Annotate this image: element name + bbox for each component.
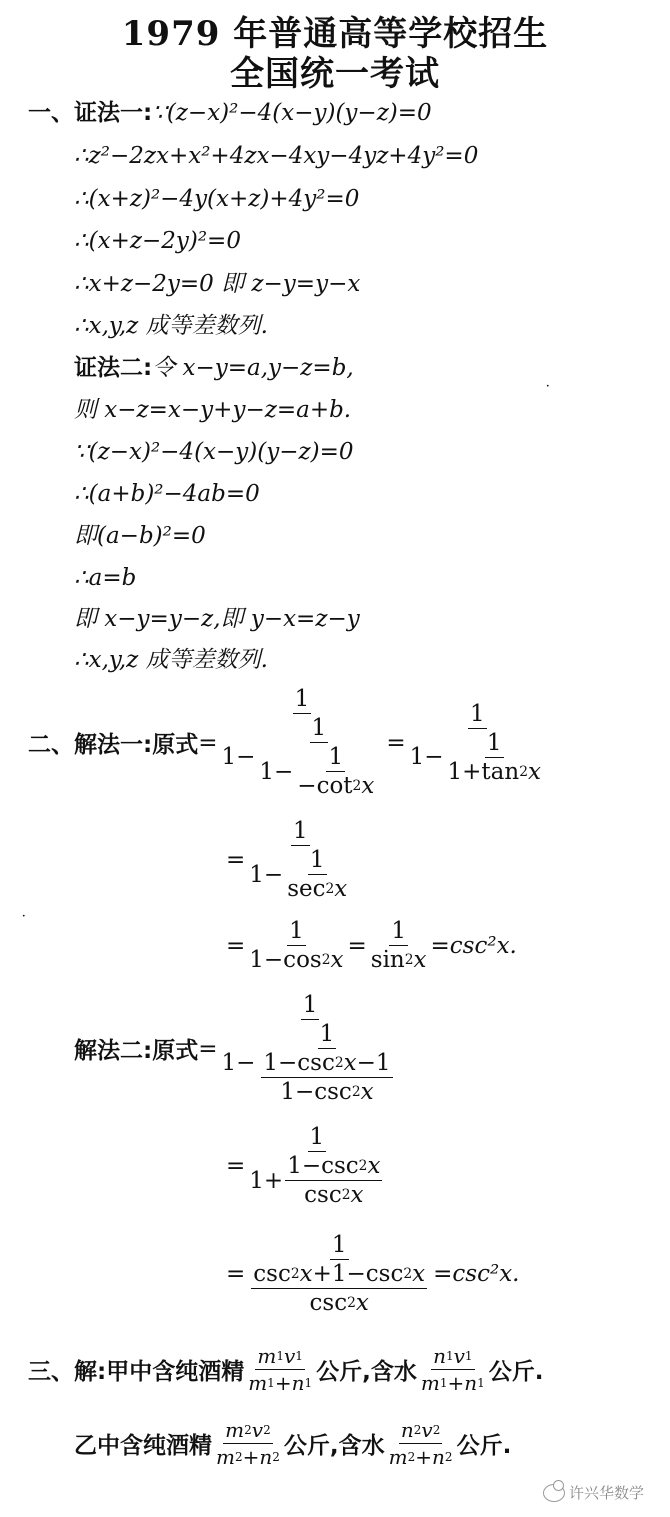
- part3-row2-a: 乙中含纯酒精: [74, 1433, 212, 1459]
- fraction: 1 1−cos 2 x: [249, 918, 344, 973]
- part1-method2-label: 证法二:: [74, 355, 153, 381]
- part3-row2-c: 公斤.: [456, 1433, 512, 1459]
- fraction: 1 1− 1 1+tan 2 x: [409, 700, 541, 785]
- part3-row-2: [74, 1418, 511, 1469]
- watermark-text: 许兴华数学: [568, 1484, 644, 1502]
- part3-row-1: [28, 1344, 544, 1395]
- scan-dot: •: [22, 913, 26, 920]
- part2-eq-6: = 1 csc 2 x +1−csc 2 x csc 2 x = csc²x.: [226, 1232, 520, 1316]
- part1-line-0: [28, 98, 432, 128]
- part1-label: 一、证法一:: [28, 100, 153, 126]
- fraction: 1 1− 1 sec 2 x: [249, 818, 348, 902]
- fraction: n 1 v 1 m 1 + n 1: [420, 1344, 485, 1395]
- part2-eq-4: 解法二: 原式 = 1 1− 1 1−csc 2 x −1 1−csc 2 x: [74, 992, 403, 1105]
- part3-row1-b: 公斤,含水: [316, 1359, 417, 1385]
- part1-line-5: ∴x,y,z 成等差数列.: [74, 313, 268, 339]
- part3-row1-c: 公斤.: [488, 1359, 544, 1385]
- part2-yuanshi-1: 原式: [152, 732, 199, 758]
- part1-line-4: ∴x+z−2y=0 即 z−y=y−x: [74, 271, 361, 297]
- part2-method2-label: 解法二:: [74, 1038, 153, 1064]
- part1-line-2: ∴(x+z)²−4y(x+z)+4y²=0: [74, 186, 360, 212]
- part2-result-2: csc²x.: [452, 1261, 520, 1287]
- part2-eq-2: = 1 1− 1 sec 2 x: [226, 818, 355, 902]
- part1-eq-0: ∵(z−x)²−4(x−y)(y−z)=0: [152, 100, 432, 126]
- part3-row1-a: 甲中含纯酒精: [106, 1359, 245, 1385]
- part1-line-8: ∵(z−x)²−4(x−y)(y−z)=0: [74, 439, 354, 465]
- part1-eq-6: 令 x−y=a,y−z=b,: [152, 355, 354, 381]
- part2-label: 二、解法一:: [28, 732, 153, 758]
- title-line-2: 全国统一考试: [230, 54, 440, 94]
- part3-label: 三、解:: [28, 1359, 107, 1385]
- part2-result-1: csc²x.: [449, 932, 517, 959]
- fraction: 1 1− 1 1− 1 −cot 2 x: [221, 686, 375, 799]
- part2-eq-3: = 1 1−cos 2 x = 1 sin 2 x = csc²x.: [226, 918, 517, 973]
- part1-line-3: ∴(x+z−2y)²=0: [74, 228, 241, 254]
- part1-line-7: 则 x−z=x−y+y−z=a+b.: [74, 397, 352, 423]
- part2-yuanshi-2: 原式: [152, 1038, 199, 1064]
- part1-line-10: 即(a−b)²=0: [74, 523, 206, 549]
- fraction: m 2 v 2 m 2 + n 2: [216, 1418, 280, 1469]
- part2-eq-1: 二、解法一: 原式 = 1 1− 1 1− 1 −cot 2 x = 1 1− 1 1+tan 2 x: [28, 686, 549, 799]
- part1-line-11: ∴a=b: [74, 565, 137, 591]
- part1-line-1: ∴z²−2zx+x²+4zx−4xy−4yz+4y²=0: [74, 143, 479, 169]
- title-line-1: 1979 年普通高等学校招生: [121, 14, 549, 54]
- part3-row2-b: 公斤,含水: [283, 1433, 385, 1459]
- fraction: 1 sin 2 x: [370, 918, 427, 973]
- part1-line-6: [74, 353, 354, 383]
- wechat-icon: [543, 1484, 565, 1502]
- fraction: m 1 v 1 m 1 + n 1: [248, 1344, 313, 1395]
- fraction: 1 csc 2 x +1−csc 2 x csc 2 x: [253, 1232, 426, 1316]
- part1-line-9: ∴(a+b)²−4ab=0: [74, 481, 260, 507]
- fraction: n 2 v 2 m 2 + n 2: [388, 1418, 453, 1469]
- scan-dot: •: [546, 383, 550, 390]
- part1-line-12: 即 x−y=y−z,即 y−x=z−y: [74, 606, 360, 632]
- part1-line-13: ∴x,y,z 成等差数列.: [74, 647, 268, 673]
- fraction: 1 1+ 1−csc 2 x csc 2 x: [249, 1124, 381, 1208]
- fraction: 1 1− 1 1−csc 2 x −1 1−csc 2 x: [221, 992, 391, 1105]
- watermark: [543, 1482, 644, 1503]
- part2-eq-5: = 1 1+ 1−csc 2 x csc 2 x: [226, 1124, 388, 1208]
